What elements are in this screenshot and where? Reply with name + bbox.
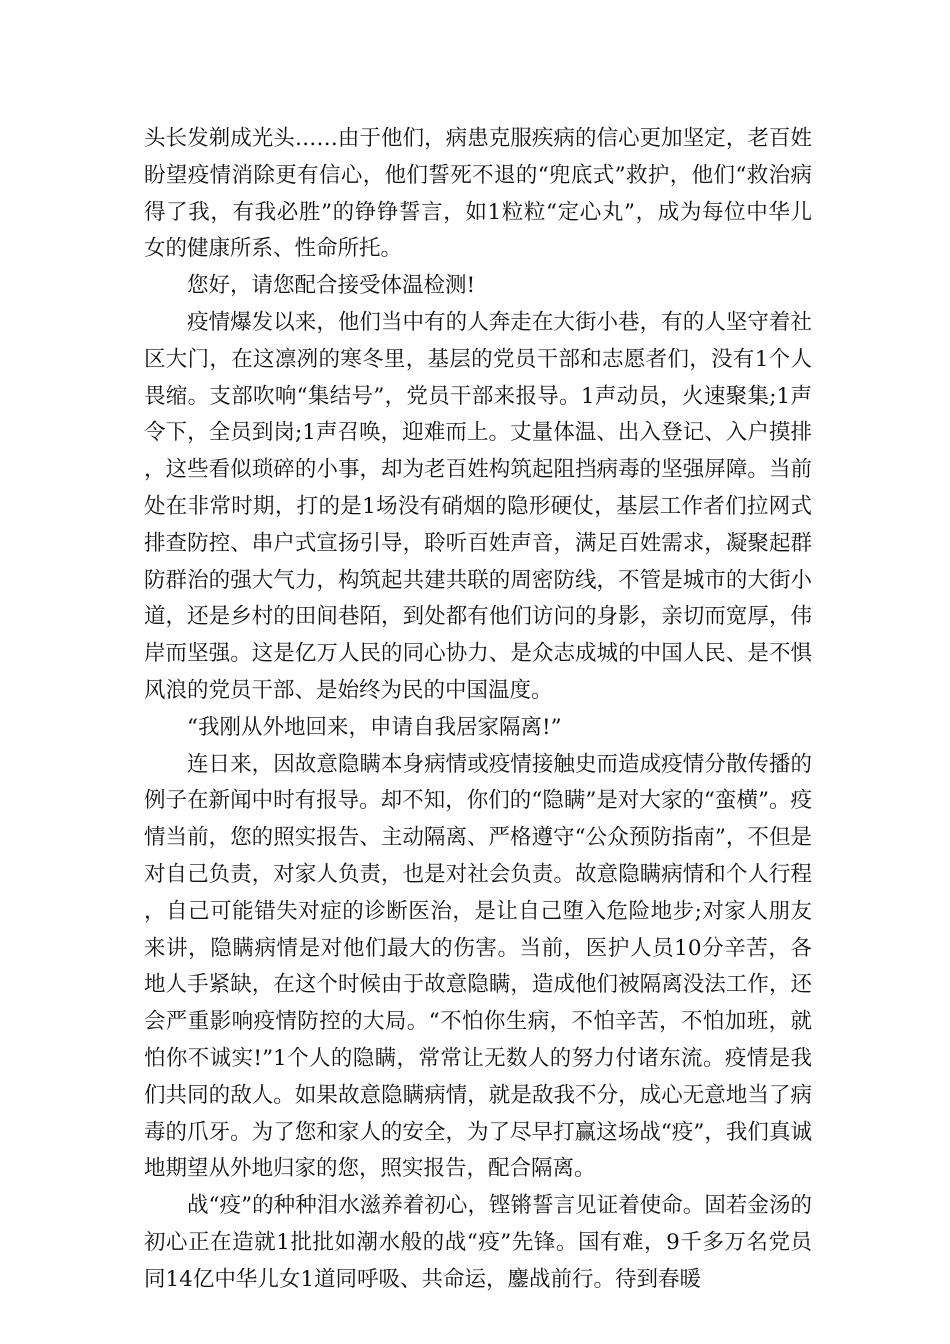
paragraph-concealment-warning: 连日来，因故意隐瞒本身病情或疫情接触史而造成疫情分散传播的例子在新闻中时有报导。却不知，你们的“隐瞒”是对大家的“蛮横”。疫情当前，您的照实报告、主动隔离、严格遵守“公众预防指南”，不但是对自己负责，对家人负责，也是对社会负责。故意隐瞒病情和个人行程，自己可能错失对症的诊断医治，是让自己堕入危险地步;对家人朋友来讲，隐瞒病情是对他们最大的伤害。当前，医护人员10分辛苦，各地人手紧缺，在这个时候由于故意隐瞒，造成他们被隔离没法工作，还会严重影响疫情防控的大局。“不怕你生病，不怕辛苦，不怕加班，就怕你不诚实!”1个人的隐瞒，常常让无数人的努力付诸东流。疫情是我们共同的敌人。如果故意隐瞒病情，就是敌我不分，成心无意地当了病毒的爪牙。为了您和家人的安全，为了尽早打赢这场战“疫”，我们真诚地期望从外地归家的您，照实报告，配合隔离。: [144, 751, 812, 1182]
paragraph-community-volunteers: 疫情爆发以来，他们当中有的人奔走在大街小巷，有的人坚守着社区大门，在这凛冽的寒冬里，基层的党员干部和志愿者们，没有1个人畏缩。支部吹响“集结号”，党员干部来报导。1声动员，火速聚集;1声令下，全员到岗;1声召唤，迎难而上。丈量体温、出入登记、入户摸排，这些看似琐碎的小事，却为老百姓构筑起阻挡病毒的坚强屏障。当前处在非常时期，打的是1场没有硝烟的隐形硬仗，基层工作者们拉网式排查防控、串户式宣扬引导，聆听百姓声音，满足百姓需求，凝聚起群防群治的强大气力，构筑起共建共联的周密防线，不管是城市的大街小道，还是乡村的田间巷陌，到处都有他们访问的身影，亲切而宽厚，伟岸而坚强。这是亿万人民的同心协力、是众志成城的中国人民、是不惧风浪的党员干部、是始终为民的中国温度。: [144, 309, 812, 703]
paragraph-original-mission: 战“疫”的种种泪水滋养着初心，铿锵誓言见证着使命。固若金汤的初心正在造就1批批如潮水般的战“疫”先锋。国有难，9千多万名党员同14亿中华儿女1道同呼吸、共命运，鏖战前行。待到春暖: [144, 1193, 812, 1292]
paragraph-quote-temperature-check: 您好，请您配合接受体温检测!: [187, 273, 476, 299]
paragraph-quote-home-isolation: “我刚从外地回来，申请自我居家隔离!”: [187, 714, 562, 740]
document-body: [144, 121, 812, 1299]
paragraph-continuation: 头长发剃成光头……由于他们，病患克服疾病的信心更加坚定，老百姓盼望疫情消除更有信心，他们誓死不退的“兜底式”救护，他们“救治病得了我，有我必胜”的铮铮誓言，如1粒粒“定心丸”，成为每位中华儿女的健康所系、性命所托。: [144, 126, 812, 262]
